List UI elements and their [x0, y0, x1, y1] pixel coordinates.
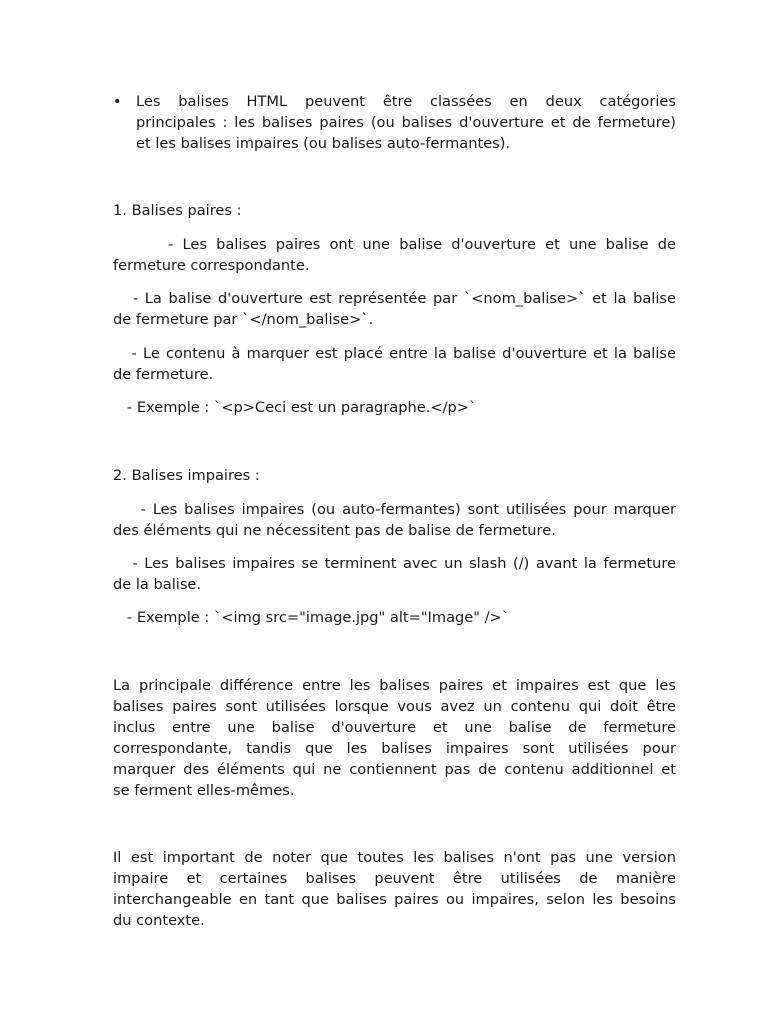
- intro-line: principales : les balises paires (ou balises d'ouverture et de fermeture): [136, 114, 676, 131]
- paragraph-line: inclus entre une balise d'ouverture et une balise de fermeture: [113, 719, 676, 736]
- paragraph-line: - Le contenu à marquer est placé entre la balise d'ouverture et la balise: [113, 345, 676, 362]
- paragraph-line: de fermeture par `</nom_balise>`.: [113, 311, 374, 328]
- paragraph-line: des éléments qui ne nécessitent pas de balise de fermeture.: [113, 522, 556, 539]
- paragraph-line: - La balise d'ouverture est représentée par `<nom_balise>` et la balise: [113, 290, 676, 307]
- paragraph-line: impaire et certaines balises peuvent être utilisées de manière: [113, 870, 676, 887]
- paragraph-line: du contexte.: [113, 912, 205, 929]
- example-line: - Exemple : `<p>Ceci est un paragraphe.</p>`: [113, 399, 477, 416]
- paragraph-line: Il est important de noter que toutes les balises n'ont pas une version: [113, 849, 676, 866]
- paragraph-line: fermeture correspondante.: [113, 257, 310, 274]
- paragraph-line: - Les balises paires ont une balise d'ouverture et une balise de: [113, 236, 676, 253]
- paragraph-line: correspondante, tandis que les balises impaires sont utilisées pour: [113, 740, 676, 757]
- paragraph-line: - Les balises impaires (ou auto-fermantes) sont utilisées pour marquer: [113, 501, 676, 518]
- section-heading: 1. Balises paires :: [113, 202, 242, 219]
- paragraph-line: La principale différence entre les balises paires et impaires est que les: [113, 677, 676, 694]
- paragraph-line: marquer des éléments qui ne contiennent pas de contenu additionnel et: [113, 761, 676, 778]
- example-line: - Exemple : `<img src="image.jpg" alt="Image" />`: [113, 609, 510, 626]
- paragraph-line: de la balise.: [113, 576, 202, 593]
- intro-line: Les balises HTML peuvent être classées en deux catégories: [136, 93, 676, 110]
- intro-line: et les balises impaires (ou balises auto-fermantes).: [136, 135, 511, 152]
- section-heading: 2. Balises impaires :: [113, 467, 260, 484]
- paragraph-line: se ferment elles-mêmes.: [113, 782, 295, 799]
- paragraph-line: - Les balises impaires se terminent avec un slash (/) avant la fermeture: [113, 555, 676, 572]
- paragraph-line: de fermeture.: [113, 366, 214, 383]
- paragraph-line: balises paires sont utilisées lorsque vous avez un contenu qui doit être: [113, 698, 676, 715]
- bullet-icon: •: [113, 93, 122, 110]
- paragraph-line: interchangeable en tant que balises paires ou impaires, selon les besoins: [113, 891, 676, 908]
